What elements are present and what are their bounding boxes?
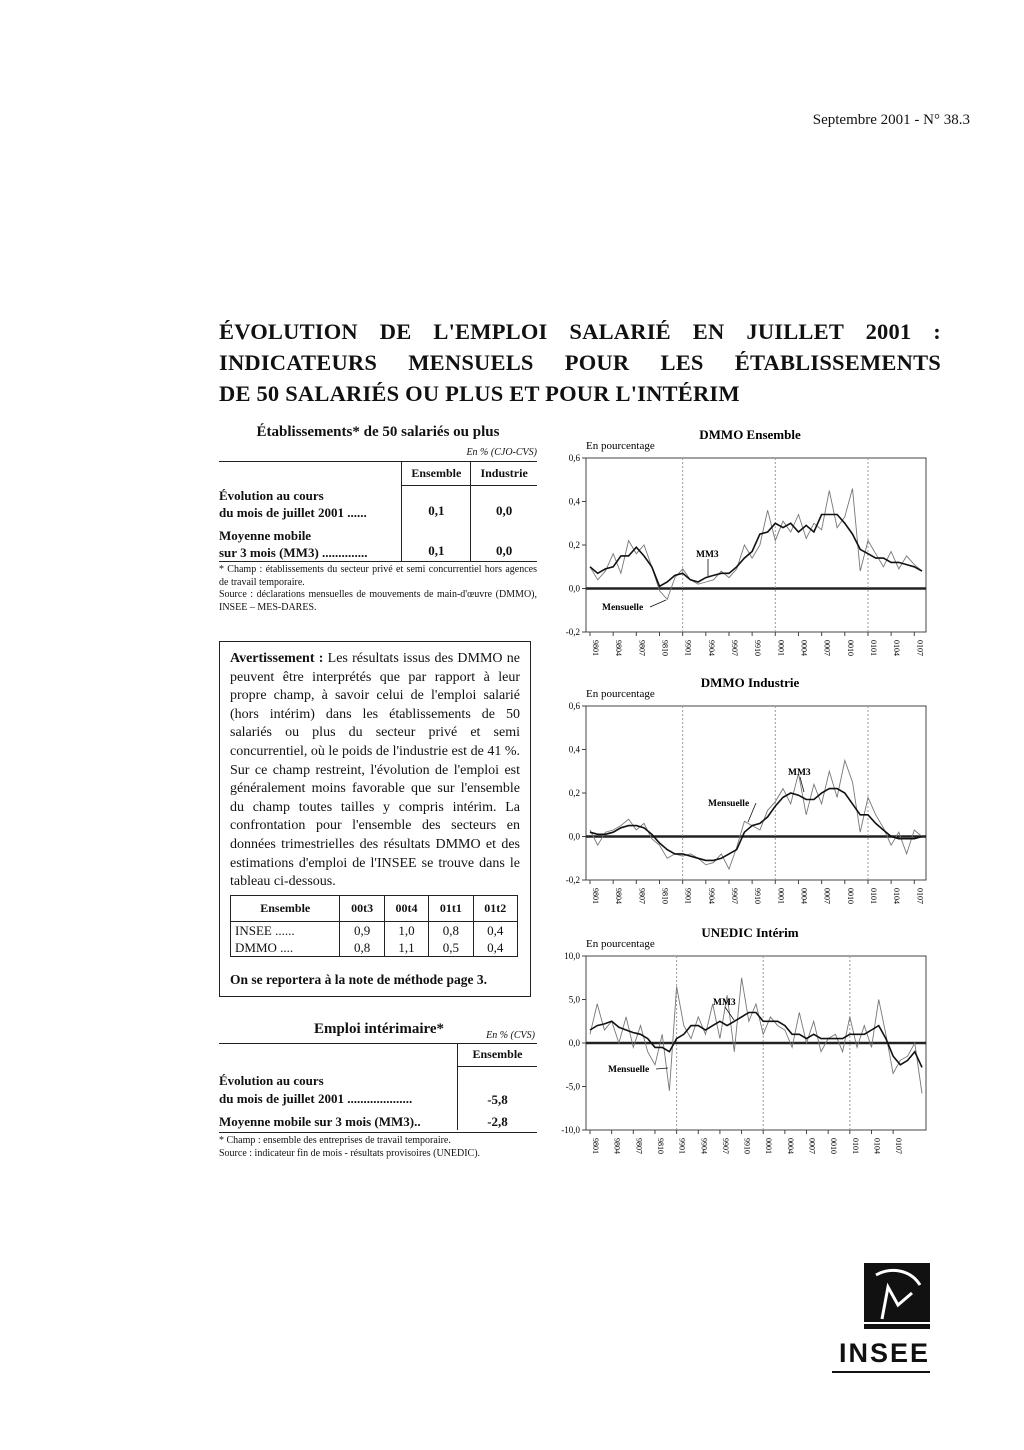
annotation-mensuelle: Mensuelle — [608, 1065, 650, 1075]
x-tick-label: 0007 — [822, 888, 832, 904]
comparison-table — [230, 895, 518, 957]
x-tick-label: 9904 — [706, 888, 716, 904]
interim-col-ensemble: Ensemble — [458, 1044, 538, 1066]
interim-table — [219, 1044, 537, 1130]
etab-unit: En % (CJO-CVS) — [466, 447, 537, 458]
x-tick-label: 9807 — [637, 640, 647, 656]
x-tick-label: 9910 — [753, 640, 763, 656]
etab-col-industrie: Industrie — [471, 462, 537, 485]
table-cell: 0,4 — [473, 922, 517, 940]
x-tick-label: 9901 — [677, 1138, 687, 1154]
chart-dmmo-ensemble-svg — [548, 424, 948, 668]
x-tick-label: 0001 — [764, 1138, 774, 1154]
y-tick-label: -10,0 — [561, 1125, 580, 1135]
x-tick-label: 9901 — [683, 888, 693, 904]
x-tick-label: 9810 — [660, 640, 670, 656]
table-cell: 0,8 — [429, 922, 473, 940]
annotation-mensuelle-arrow — [748, 803, 756, 822]
table-cell: 0,9 — [340, 922, 384, 940]
insee-logo-text: INSEE — [838, 1338, 930, 1368]
x-tick-label: 9804 — [614, 640, 624, 656]
x-tick-label: 9810 — [655, 1138, 665, 1154]
etab-table — [219, 462, 537, 561]
etab-title: Établissements* de 50 salariés ou plus — [256, 424, 500, 440]
chart-unit-label: En pourcentage — [586, 440, 655, 452]
y-tick-label: 0,4 — [568, 496, 580, 507]
comparison-header: 01t2 — [473, 896, 517, 922]
comparison-header: 00t4 — [384, 896, 428, 922]
y-tick-label: -5,0 — [565, 1081, 580, 1092]
etab-row1-industrie: 0,0 — [471, 485, 537, 521]
y-tick-label: 0,6 — [568, 701, 580, 711]
etab-row2-industrie: 0,0 — [471, 521, 537, 561]
x-tick-label: 9801 — [591, 888, 600, 904]
etab-row1-ensemble: 0,1 — [402, 485, 471, 521]
x-tick-label: 9801 — [591, 1138, 600, 1154]
x-tick-label: 9804 — [612, 1138, 622, 1154]
table-cell: 1,1 — [384, 939, 428, 957]
x-tick-label: 9810 — [660, 888, 670, 904]
issue-reference: Septembre 2001 - N° 38.3 — [812, 112, 970, 128]
x-tick-label: 0010 — [845, 640, 855, 656]
annotation-mm3: MM3 — [713, 998, 736, 1008]
comparison-header: 01t1 — [429, 896, 473, 922]
chart-unit-label: En pourcentage — [586, 688, 655, 700]
series-mm3-line — [590, 515, 922, 587]
insee-logo — [832, 1263, 930, 1373]
series-mensuelle-line — [590, 760, 922, 869]
interim-unit: En % (CVS) — [486, 1030, 535, 1041]
x-tick-label: 0104 — [892, 888, 902, 904]
etab-note-champ: * Champ : établissements du secteur privé et semi concurrentiel hors agences de travail temporaire. — [219, 564, 537, 588]
x-tick-label: 9807 — [637, 888, 647, 904]
table-cell: 0,5 — [429, 939, 473, 957]
table-cell: 0,8 — [340, 939, 384, 957]
comparison-row-dmmo — [231, 939, 518, 957]
chart-unedic-interim — [548, 922, 948, 1171]
x-tick-label: 0007 — [807, 1138, 817, 1154]
annotation-mensuelle: Mensuelle — [708, 799, 750, 809]
x-tick-label: 9910 — [753, 888, 763, 904]
x-tick-label: 0107 — [915, 640, 925, 656]
etab-row1-label: Évolution au cours du mois de juillet 2001 ...... — [219, 488, 367, 520]
x-tick-label: 0104 — [892, 640, 902, 656]
interim-row1-label: Évolution au cours du mois de juillet 2001 .................... — [219, 1073, 413, 1106]
x-tick-label: 0001 — [776, 640, 786, 656]
y-tick-label: 10,0 — [564, 951, 580, 961]
chart-dmmo-industrie — [548, 672, 948, 921]
x-tick-label: 0001 — [776, 888, 786, 904]
annotation-mm3-arrow — [725, 1007, 734, 1020]
etab-section — [219, 424, 537, 614]
x-tick-label: 9907 — [729, 888, 739, 904]
annotation-mm3: MM3 — [788, 768, 811, 778]
table-cell: INSEE ...... — [231, 922, 340, 940]
y-tick-label: 0,2 — [568, 540, 580, 550]
x-tick-label: 0101 — [850, 1138, 860, 1154]
etab-note-source: Source : déclarations mensuelles de mouvements de main-d'œuvre (DMMO), INSEE – MES-DARES. — [219, 589, 537, 613]
interim-note-source: Source : indicateur fin de mois - résultats provisoires (UNEDIC). — [219, 1147, 481, 1159]
x-tick-label: 9804 — [614, 888, 624, 904]
x-tick-label: 0004 — [785, 1138, 795, 1154]
table-cell: 1,0 — [384, 922, 428, 940]
annotation-mm3: MM3 — [696, 550, 719, 560]
x-tick-label: 0107 — [894, 1138, 904, 1154]
x-tick-label: 0004 — [799, 888, 809, 904]
y-tick-label: -0,2 — [565, 627, 580, 637]
x-tick-label: 0104 — [872, 1138, 882, 1154]
x-tick-label: 0107 — [915, 888, 925, 904]
x-tick-label: 9901 — [683, 640, 693, 656]
title-line-2: INDICATEURS MENSUELS POUR LES ÉTABLISSEMENTS — [219, 350, 941, 375]
series-mensuelle-line — [590, 978, 922, 1094]
etab-row2-label: Moyenne mobile sur 3 mois (MM3) .............. — [219, 528, 368, 560]
title-line-1: ÉVOLUTION DE L'EMPLOI SALARIÉ EN JUILLET 2001 : — [219, 319, 941, 344]
interim-title: Emploi intérimaire* — [313, 1021, 445, 1037]
chart-title: DMMO Industrie — [700, 675, 800, 690]
y-tick-label: 5,0 — [568, 994, 580, 1005]
etab-col-ensemble: Ensemble — [402, 462, 471, 485]
y-tick-label: 0,6 — [568, 453, 580, 463]
x-tick-label: 9907 — [729, 640, 739, 656]
x-tick-label: 0010 — [829, 1138, 839, 1154]
page-title — [219, 316, 959, 409]
y-tick-label: 0,0 — [568, 583, 580, 594]
x-tick-label: 9904 — [699, 1138, 709, 1154]
y-tick-label: 0,4 — [568, 744, 580, 755]
method-note-reference: On se reportera à la note de méthode page 3. — [230, 972, 487, 987]
comparison-header: 00t3 — [340, 896, 384, 922]
chart-title: DMMO Ensemble — [699, 427, 801, 442]
x-tick-label: 9904 — [706, 640, 716, 656]
warning-text — [230, 650, 520, 892]
x-tick-label: 0010 — [845, 888, 855, 904]
x-tick-label: 0101 — [868, 640, 878, 656]
table-cell: DMMO .... — [231, 939, 340, 957]
x-tick-label: 0007 — [822, 640, 832, 656]
x-tick-label: 9801 — [591, 640, 600, 656]
plot-frame — [586, 706, 926, 880]
annotation-mensuelle: Mensuelle — [602, 603, 644, 613]
x-tick-label: 0004 — [799, 640, 809, 656]
chart-dmmo-ensemble — [548, 424, 948, 673]
etab-row2-ensemble: 0,1 — [402, 521, 471, 561]
interim-row1-value: -5,8 — [458, 1066, 538, 1108]
chart-dmmo-industrie-svg — [548, 672, 948, 916]
comparison-row-insee — [231, 922, 518, 940]
x-tick-label: 9807 — [634, 1138, 644, 1154]
interim-section — [219, 1021, 537, 1160]
comparison-header: Ensemble — [231, 896, 340, 922]
insee-emblem-icon — [832, 1263, 930, 1329]
interim-note-champ: * Champ : ensemble des entreprises de travail temporaire. — [219, 1135, 451, 1146]
x-tick-label: 9910 — [742, 1138, 752, 1154]
y-tick-label: 0,0 — [568, 831, 580, 842]
chart-unedic-interim-svg — [548, 922, 948, 1166]
x-tick-label: 0101 — [868, 888, 878, 904]
comparison-header-row — [231, 896, 518, 922]
y-tick-label: 0,2 — [568, 788, 580, 798]
warning-lead: Avertissement : — [230, 651, 324, 666]
annotation-mensuelle-arrow — [650, 600, 666, 607]
chart-unit-label: En pourcentage — [586, 938, 655, 950]
table-cell: 0,4 — [473, 939, 517, 957]
y-tick-label: -0,2 — [565, 875, 580, 885]
y-tick-label: 0,0 — [568, 1038, 580, 1048]
warning-body: Les résultats issus des DMMO ne peuvent être interprétés que par rapport à leur propre champ, à savoir celui de l'emploi salarié (hors intérim) dans les établissements de 50 salariés ou plus du secteur privé et semi concurrentiel, où le poids de l'industrie est de 41 %. Sur ce champ restreint, l'évolution de l'emploi est généralement moins favorable que sur l'ensemble du champ toutes tailles y compris intérim. La confrontation pour l'ensemble des secteurs en données trimestrielles des résultats DMMO et des estimations d'emploi de l'INSEE se trouve dans le tableau ci-dessous. — [230, 651, 520, 890]
warning-box — [219, 641, 531, 997]
title-line-3: DE 50 SALARIÉS OU PLUS ET POUR L'INTÉRIM — [219, 381, 740, 406]
x-tick-label: 9907 — [720, 1138, 730, 1154]
interim-row2-value: -2,8 — [458, 1108, 538, 1130]
interim-row2-label: Moyenne mobile sur 3 mois (MM3).. — [219, 1114, 421, 1129]
series-mm3-line — [590, 789, 922, 861]
chart-title: UNEDIC Intérim — [701, 925, 799, 940]
